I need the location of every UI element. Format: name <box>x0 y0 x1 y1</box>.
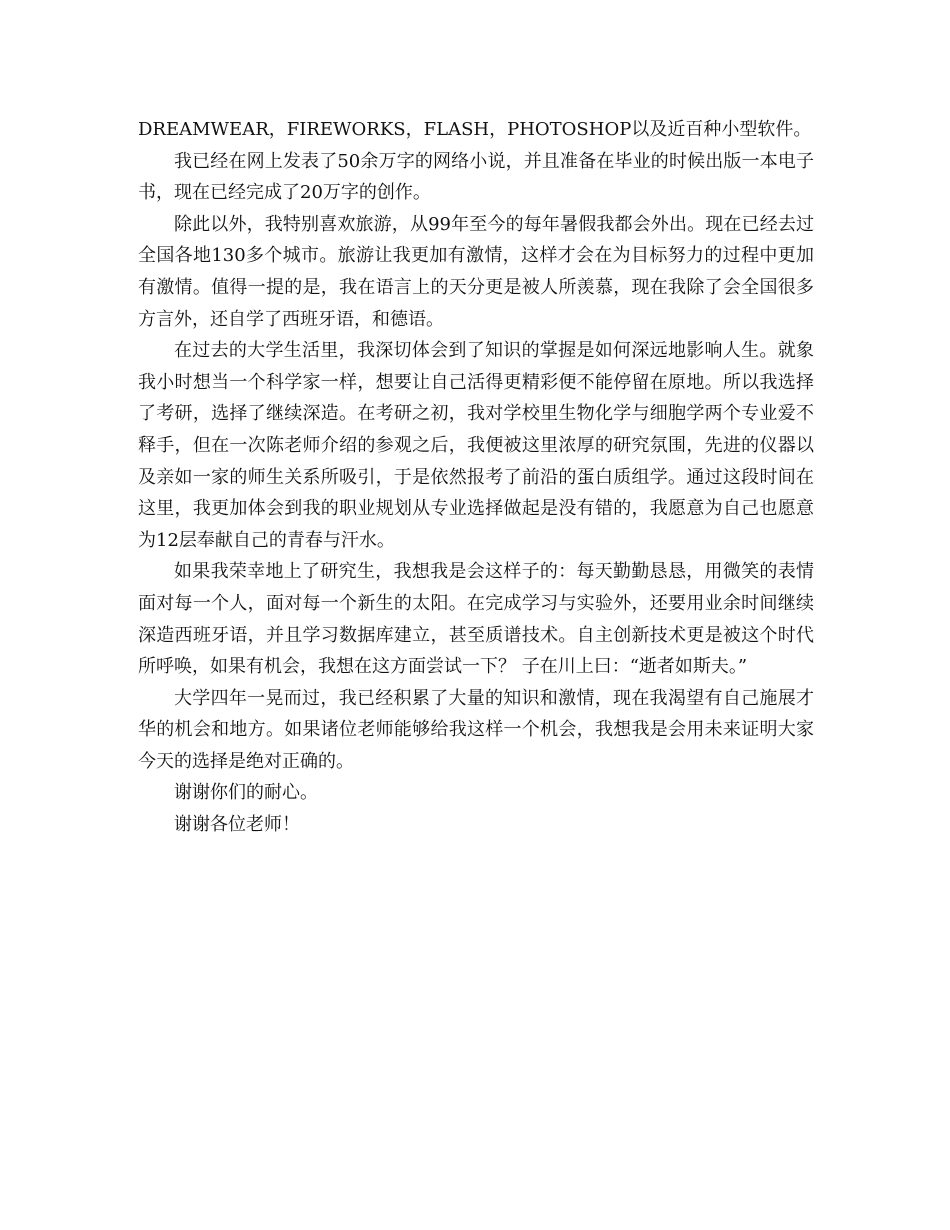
document-body <box>138 114 814 841</box>
paragraph-thanks-teachers: 谢谢各位老师！ <box>174 814 300 836</box>
paragraph-travel-languages: 除此以外，我特别喜欢旅游，从99年至今的每年暑假我都会外出。现在已经去过全国各地130多个城市。旅游让我更加有激情，这样才会在为目标努力的过程中更加有激情。值得一提的是，我在语言上的天分更是被人所羡慕，现在我除了会全国很多方言外，还自学了西班牙语，和德语。 <box>138 213 814 330</box>
paragraph-software-list: DREAMWEAR，FIREWORKS，FLASH，PHOTOSHOP以及近百种小型软件。 <box>138 119 812 140</box>
paragraph-conclusion: 大学四年一晃而过，我已经积累了大量的知识和激情，现在我渴望有自己施展才华的机会和地方。如果诸位老师能够给我这样一个机会，我想我是会用未来证明大家今天的选择是绝对正确的。 <box>138 687 814 772</box>
paragraph-future-plan: 如果我荣幸地上了研究生，我想我是会这样子的：每天勤勤恳恳，用微笑的表情面对每一个人，面对每一个新生的太阳。在完成学习与实验外，还要用业余时间继续深造西班牙语，并且学习数据库建立，甚至质谱技术。自主创新技术更是被这个时代所呼唤，如果有机会，我想在这方面尝试一下？ 子在川上曰：“逝者如斯夫。” <box>138 561 814 678</box>
paragraph-thanks-patience: 谢谢你们的耐心。 <box>174 782 318 804</box>
paragraph-novel: 我已经在网上发表了50余万字的网络小说，并且准备在毕业的时候出版一本电子书，现在已经完成了20万字的创作。 <box>138 150 814 204</box>
paragraph-graduate-study: 在过去的大学生活里，我深切体会到了知识的掌握是如何深远地影响人生。就象我小时想当一个科学家一样，想要让自己活得更精彩便不能停留在原地。所以我选择了考研，选择了继续深造。在考研之初，我对学校里生物化学与细胞学两个专业爱不释手，但在一次陈老师介绍的参观之后，我便被这里浓厚的研究氛围，先进的仪器以及亲如一家的师生关系所吸引，于是依然报考了前沿的蛋白质组学。通过这段时间在这里，我更加体会到我的职业规划从专业选择做起是没有错的，我愿意为自己也愿意为12层奉献自己的青春与汗水。 <box>138 340 814 551</box>
